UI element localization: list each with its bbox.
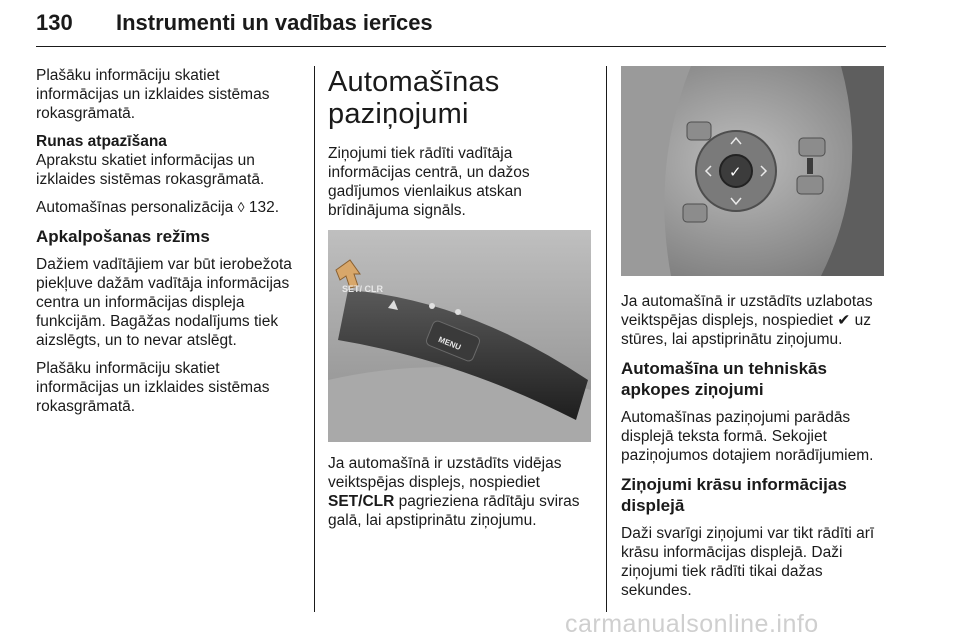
check-icon: ✔ [837, 312, 851, 329]
text-segment: uz stūres, lai apstiprinātu ziņojumu. [621, 312, 871, 348]
paragraph: Dažiem vadītājiem var būt ierobežota piekļuve dažām vadītāja informācijas centra un informācijas displeja funkcijām. Bagāžas nodalījums tiek aizslēgts, un to nevar atslēgt. [36, 256, 292, 349]
text-segment: Ja automašīnā ir uzstādīts uzlabotas veiktspējas displejs, nospiediet [621, 293, 873, 329]
key-setclr: SET/CLR [328, 493, 395, 510]
page-number: 130 [36, 10, 73, 35]
heading-valet-mode: Apkalpošanas režīms [36, 227, 210, 246]
paragraph: Aprakstu skatiet informācijas un izklaides sistēmas rokasgrāmatā. [36, 152, 265, 188]
column-1 [36, 66, 304, 425]
column-2 [328, 66, 590, 539]
page-header [36, 10, 886, 44]
figure-turn-signal-lever [328, 230, 591, 442]
paragraph: Ziņojumi tiek rādīti vadītāja informācijas centrā, un dažos gadījumos vienlaikus atskan brīdinājuma signāls. [328, 145, 530, 219]
paragraph: Automašīnas paziņojumi parādās displejā teksta formā. Sekojiet paziņojumos dotajiem norādījumiem. [621, 409, 874, 464]
paragraph: Daži svarīgi ziņojumi var tikt rādīti arī krāsu informācijas displejā. Daži ziņojumi tiek rādīti tikai dažas sekundes. [621, 525, 875, 599]
watermark: carmanualsonline.info [565, 610, 819, 638]
paragraph-confirm [328, 454, 590, 530]
heading-color-display-messages: Ziņojumi krāsu informācijas displejā [621, 475, 847, 515]
page-title: Instrumenti un vadības ierīces [116, 10, 433, 35]
turn-signal-lever-illustration [328, 230, 591, 442]
svg-text:✓: ✓ [729, 163, 742, 181]
column-divider-2 [606, 66, 607, 612]
crossref-arrow-icon: ◊ [237, 199, 245, 215]
paragraph: Plašāku informāciju skatiet informācijas un izklaides sistēmas rokasgrāmatā. [36, 360, 270, 415]
steering-wheel-illustration [621, 66, 884, 276]
header-rule [36, 46, 886, 47]
section-title: Automašīnas paziņojumi [328, 66, 500, 130]
subheading-speech-recognition: Runas atpazīšana [36, 133, 167, 150]
text-segment: Ja automašīnā ir uzstādīts vidējas veiktspējas displejs, nospiediet [328, 455, 562, 491]
column-divider-1 [314, 66, 315, 612]
crossref-text: Automašīnas personalizācija [36, 199, 234, 216]
paragraph: Plašāku informāciju skatiet informācijas un izklaides sistēmas rokasgrāmatā. [36, 67, 270, 122]
text-segment: pagrieziena rādītāju sviras galā, lai apstiprinātu ziņojumu. [328, 493, 580, 529]
paragraph-crossref [36, 198, 304, 217]
heading-vehicle-service-messages: Automašīna un tehniskās apkopes ziņojumi [621, 359, 827, 399]
paragraph-confirm [621, 292, 887, 349]
label-menu: MENU [437, 334, 463, 352]
column-3 [621, 66, 887, 609]
figure-steering-wheel-controls [621, 66, 884, 276]
label-setclr: SET/ CLR [342, 284, 384, 294]
crossref-page: 132. [248, 199, 280, 216]
